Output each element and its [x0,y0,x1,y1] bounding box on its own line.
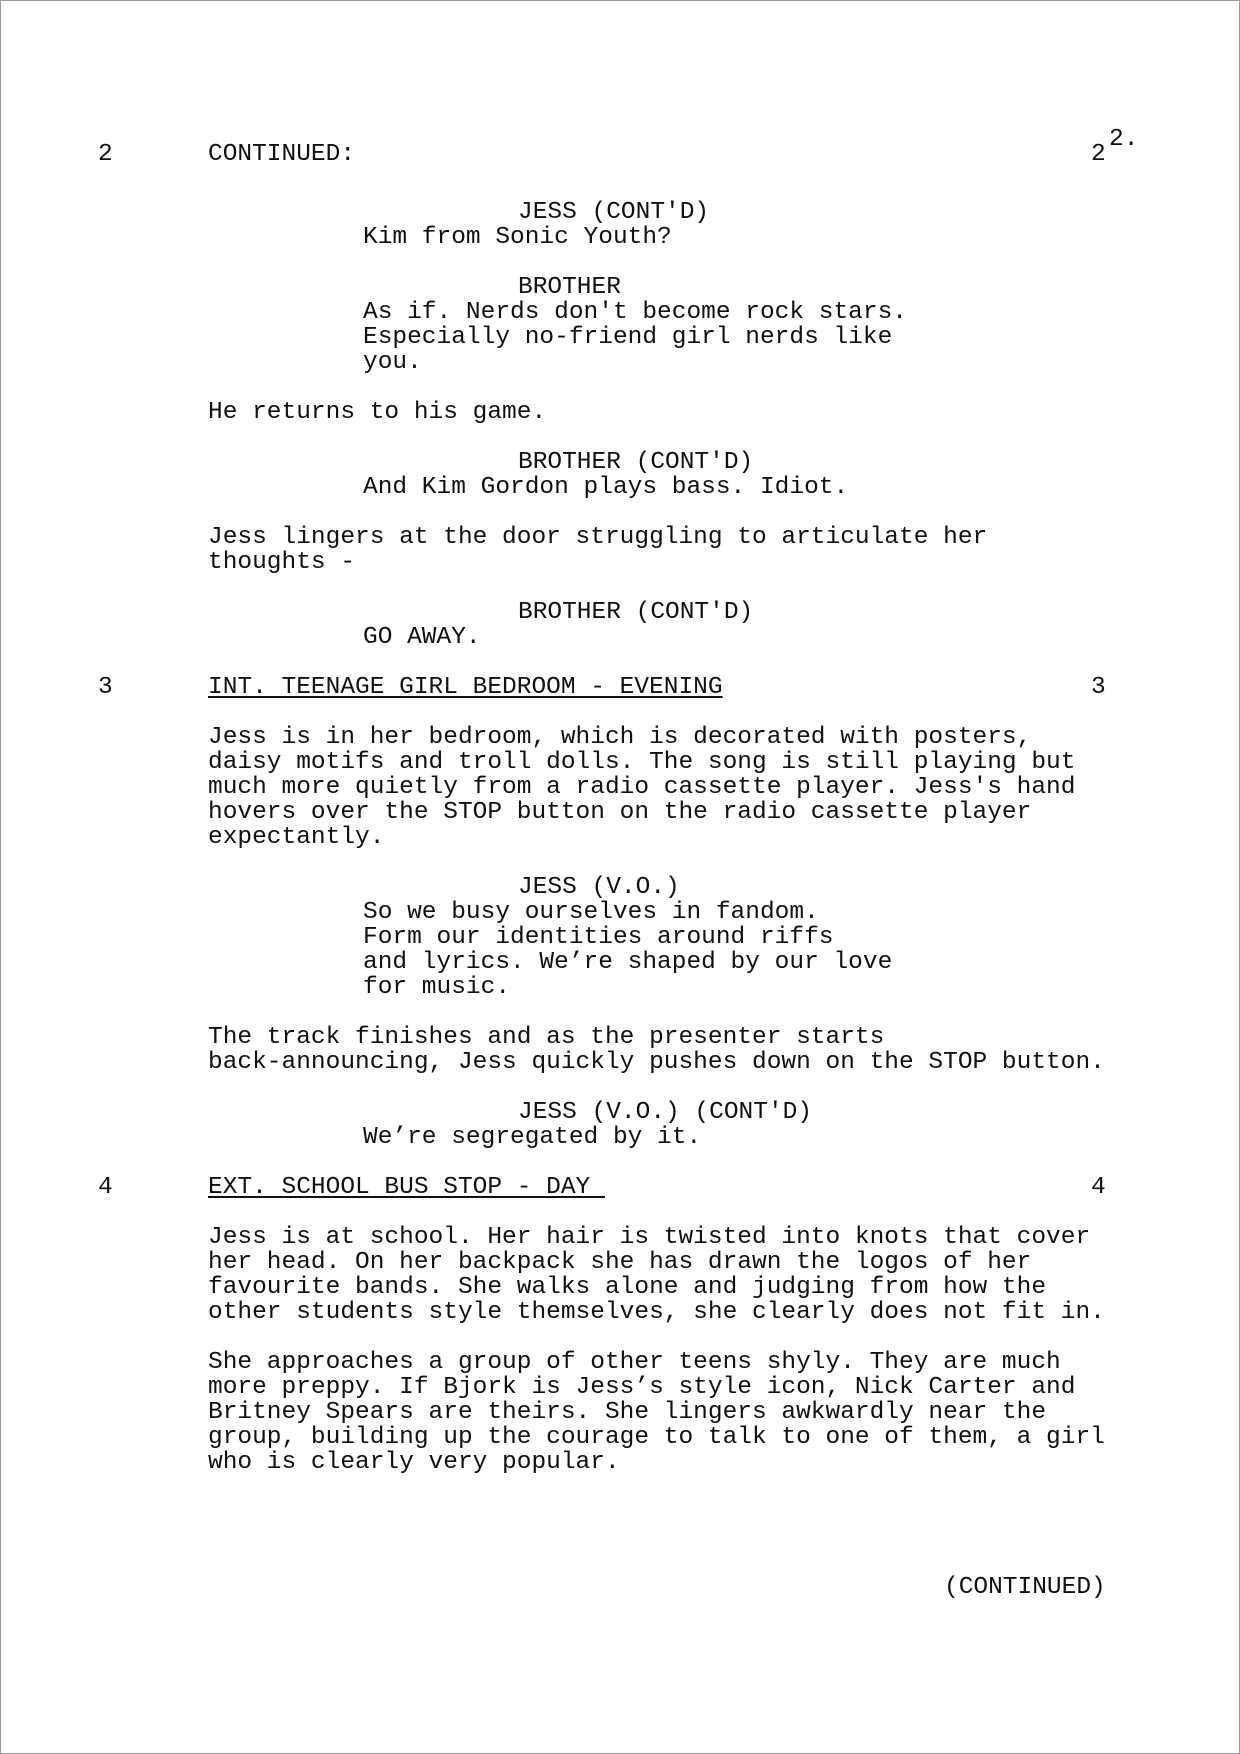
dialogue [363,475,963,500]
character-cue: BROTHER (CONT'D) [518,449,754,476]
action-line: Britney Spears are theirs. She lingers awkwardly near the [208,1399,1047,1426]
character-cue: BROTHER [518,274,621,301]
continued-label: CONTINUED: [208,141,356,168]
dialogue-line: for music. [363,974,511,1001]
action-line: who is clearly very popular. [208,1449,620,1476]
action-line: much more quietly from a radio cassette player. Jess's hand [208,774,1076,801]
scene-number-left: 4 [98,1174,113,1201]
action-line: Jess is at school. Her hair is twisted into knots that cover [208,1224,1091,1251]
action-line: Jess lingers at the door struggling to articulate her [208,524,988,551]
dialogue-line: Especially no-friend girl nerds like [363,324,893,351]
action-line: group, building up the courage to talk to one of them, a girl [208,1424,1105,1451]
character-cue: JESS (CONT'D) [518,199,710,226]
dialogue-line: and lyrics. We’re shaped by our love [363,949,893,976]
continued-scene-number-right: 2 [1091,141,1106,168]
dialogue-line: Form our identities around riffs [363,924,834,951]
scene-heading: EXT. SCHOOL BUS STOP - DAY [208,1174,605,1201]
scene-number-right: 4 [1091,1174,1106,1201]
dialogue [363,625,963,650]
action-paragraph [208,525,1108,575]
continued-scene-number-left: 2 [98,141,113,168]
action-line: She approaches a group of other teens shyly. They are much [208,1349,1061,1376]
scene-heading: INT. TEENAGE GIRL BEDROOM - EVENING [208,674,723,701]
action-line: expectantly. [208,824,385,851]
action-line: back-announcing, Jess quickly pushes down on the STOP button. [208,1049,1105,1076]
action-line: her head. On her backpack she has drawn the logos of her [208,1249,1032,1276]
scene-number-left: 3 [98,674,113,701]
dialogue-line: As if. Nerds don't become rock stars. [363,299,907,326]
scene-number-right: 3 [1091,674,1106,701]
dialogue-line: Kim from Sonic Youth? [363,224,672,251]
dialogue [363,300,963,375]
action-paragraph [208,1350,1108,1475]
dialogue-line: you. [363,349,422,376]
action-line: thoughts - [208,549,356,576]
character-cue: BROTHER (CONT'D) [518,599,754,626]
dialogue-line: And Kim Gordon plays bass. Idiot. [363,474,849,501]
action-line: The track finishes and as the presenter starts [208,1024,885,1051]
page-number: 2. [1109,126,1139,153]
action-paragraph [208,1225,1108,1325]
dialogue [363,225,963,250]
dialogue-line: We’re segregated by it. [363,1124,702,1151]
continued-footer: (CONTINUED) [944,1574,1106,1601]
action-line: more preppy. If Bjork is Jess’s style icon, Nick Carter and [208,1374,1076,1401]
dialogue [363,900,963,1000]
action-line: favourite bands. She walks alone and judging from how the [208,1274,1047,1301]
dialogue-line: So we busy ourselves in fandom. [363,899,819,926]
dialogue [363,1125,963,1150]
character-cue: JESS (V.O.) [518,874,680,901]
action-paragraph [208,1025,1108,1075]
action-line: daisy motifs and troll dolls. The song is still playing but [208,749,1076,776]
action-line: hovers over the STOP button on the radio cassette player [208,799,1032,826]
action-line: Jess is in her bedroom, which is decorated with posters, [208,724,1032,751]
character-cue: JESS (V.O.) (CONT'D) [518,1099,813,1126]
action-line: He returns to his game. [208,399,547,426]
dialogue-line: GO AWAY. [363,624,481,651]
action-paragraph [208,725,1108,850]
action-line: other students style themselves, she clearly does not fit in. [208,1299,1105,1326]
action-paragraph [208,400,1108,425]
